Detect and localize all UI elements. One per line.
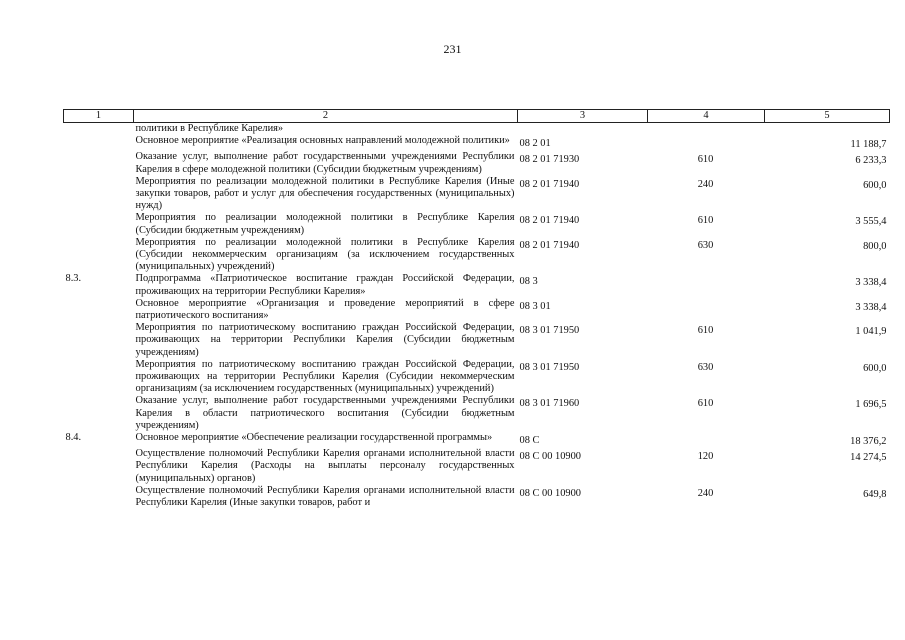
row-expense-type: 610 (697, 398, 714, 410)
row-code: 08 3 01 (519, 300, 551, 312)
row-number (64, 237, 134, 274)
column-header-2: 2 (134, 110, 518, 123)
row-code: 08 3 (519, 276, 538, 288)
row-code: 08 С (519, 435, 540, 447)
budget-table (63, 109, 890, 509)
row-amount: 649,8 (863, 488, 887, 500)
row-name: Оказание услуг, выполнение работ государственными учреждениями Республики Карелия в сфере молодежной политики (Субсидии бюджетным учреждениям) (135, 151, 515, 175)
row-expense-type: 240 (697, 487, 714, 499)
row-expense-type: 610 (697, 215, 714, 227)
row-amount: 14 274,5 (850, 452, 887, 464)
column-header-1: 1 (64, 110, 134, 123)
row-code: 08 2 01 71940 (519, 215, 580, 227)
row-name: Мероприятия по патриотическому воспитанию граждан Российской Федерации, проживающих на территории Республики Карелия (Субсидии некоммерческим организациям (за исключением государственных (муниципальных) учреждений) (135, 358, 515, 395)
row-amount: 3 338,4 (855, 301, 887, 313)
row-name: Мероприятия по реализации молодежной политики в Республике Карелия (Субсидии бюджетным учреждениям) (135, 212, 515, 236)
row-code: 08 2 01 71930 (519, 154, 580, 166)
row-name: политики в Республике Карелия» (135, 123, 284, 134)
row-code: 08 2 01 71940 (519, 178, 580, 190)
row-name: Мероприятия по патриотическому воспитанию граждан Российской Федерации, проживающих на территории Республики Карелия (Субсидии бюджетным учреждениям) (135, 322, 515, 358)
row-number (64, 151, 134, 175)
row-code: 08 2 01 (519, 138, 551, 150)
row-number (64, 322, 134, 359)
row-expense-type (648, 135, 765, 151)
row-code: 08 2 01 71940 (519, 239, 580, 251)
page-number: 231 (443, 42, 462, 56)
table-row (64, 151, 890, 175)
row-number (64, 176, 134, 213)
row-amount: 600,0 (863, 179, 887, 191)
row-code: 08 3 01 71960 (519, 398, 580, 410)
table-row (64, 485, 890, 509)
row-name: Основное мероприятие «Обеспечение реализации государственной программы» (135, 432, 493, 444)
row-number (64, 135, 134, 151)
table-body (64, 123, 890, 510)
row-amount: 3 338,4 (855, 277, 887, 289)
row-expense-type (648, 273, 765, 297)
table-row (64, 322, 890, 359)
row-name: Осуществление полномочий Республики Карелия органами исполнительной власти Республики Карелия (Иные закупки товаров, работ и (135, 484, 515, 509)
row-number (64, 123, 134, 136)
table-row (64, 273, 890, 297)
row-code: 08 С 00 10900 (519, 451, 581, 463)
table-row (64, 448, 890, 485)
row-amount: 1 041,9 (855, 326, 887, 338)
column-header-5: 5 (765, 110, 890, 123)
column-header-4: 4 (648, 110, 765, 123)
row-number (64, 359, 134, 396)
table-row (64, 395, 890, 432)
row-amount: 800,0 (863, 240, 887, 252)
table-row (64, 432, 890, 448)
table-row (64, 135, 890, 151)
row-expense-type: 610 (697, 154, 714, 166)
row-amount: 600,0 (863, 362, 887, 374)
row-expense-type (648, 432, 765, 448)
row-amount (765, 123, 890, 136)
row-expense-type (648, 298, 765, 322)
column-header-3: 3 (518, 110, 648, 123)
row-expense-type: 630 (697, 239, 714, 251)
row-expense-type: 610 (697, 325, 714, 337)
row-number (64, 448, 134, 485)
row-number (64, 212, 134, 236)
row-name: Оказание услуг, выполнение работ государственными учреждениями Республики Карелия в области патриотического воспитания (Субсидии бюджетным учреждениям) (135, 395, 515, 431)
row-amount: 6 233,3 (855, 155, 887, 167)
row-number (64, 485, 134, 509)
row-expense-type: 630 (697, 361, 714, 373)
table-row (64, 359, 890, 396)
row-number (64, 395, 134, 432)
table-row (64, 176, 890, 213)
row-name: Основное мероприятие «Организация и проведение мероприятий в сфере патриотического воспитания» (135, 297, 515, 322)
row-number: 8.3. (65, 273, 82, 285)
row-amount: 1 696,5 (855, 399, 887, 411)
row-name: Осуществление полномочий Республики Карелия органами исполнительной власти Республики Карелия (Расходы на выплаты персоналу государственных (муниципальных) органов) (135, 448, 515, 484)
row-name: Основное мероприятие «Реализация основных направлений молодежной политики» (135, 135, 510, 147)
row-code: 08 3 01 71950 (519, 325, 580, 337)
row-amount: 3 555,4 (855, 216, 887, 228)
row-number (64, 298, 134, 322)
row-code: 08 3 01 71950 (519, 361, 580, 373)
row-amount: 18 376,2 (850, 436, 887, 448)
row-amount: 11 188,7 (850, 139, 887, 151)
table-header-row (64, 110, 890, 123)
row-code (518, 123, 648, 136)
table-row (64, 212, 890, 236)
row-name: Подпрограмма «Патриотическое воспитание граждан Российской Федерации, проживающих на территории Республики Карелия» (135, 273, 515, 297)
row-expense-type: 120 (697, 451, 714, 463)
row-expense-type: 240 (697, 178, 714, 190)
table-row (64, 237, 890, 274)
table-row (64, 298, 890, 322)
row-name: Мероприятия по реализации молодежной политики в Республике Карелия (Иные закупки товаров, работ и услуг для обеспечения государственных (муниципальных) нужд) (135, 175, 515, 212)
row-name: Мероприятия по реализации молодежной политики в Республике Карелия (Субсидии некоммерческим организациям (за исключением государственных (муниципальных) учреждений) (135, 236, 515, 273)
row-expense-type (648, 123, 765, 136)
row-code: 08 С 00 10900 (519, 487, 581, 499)
table-row (64, 123, 890, 136)
row-number: 8.4. (65, 432, 82, 444)
